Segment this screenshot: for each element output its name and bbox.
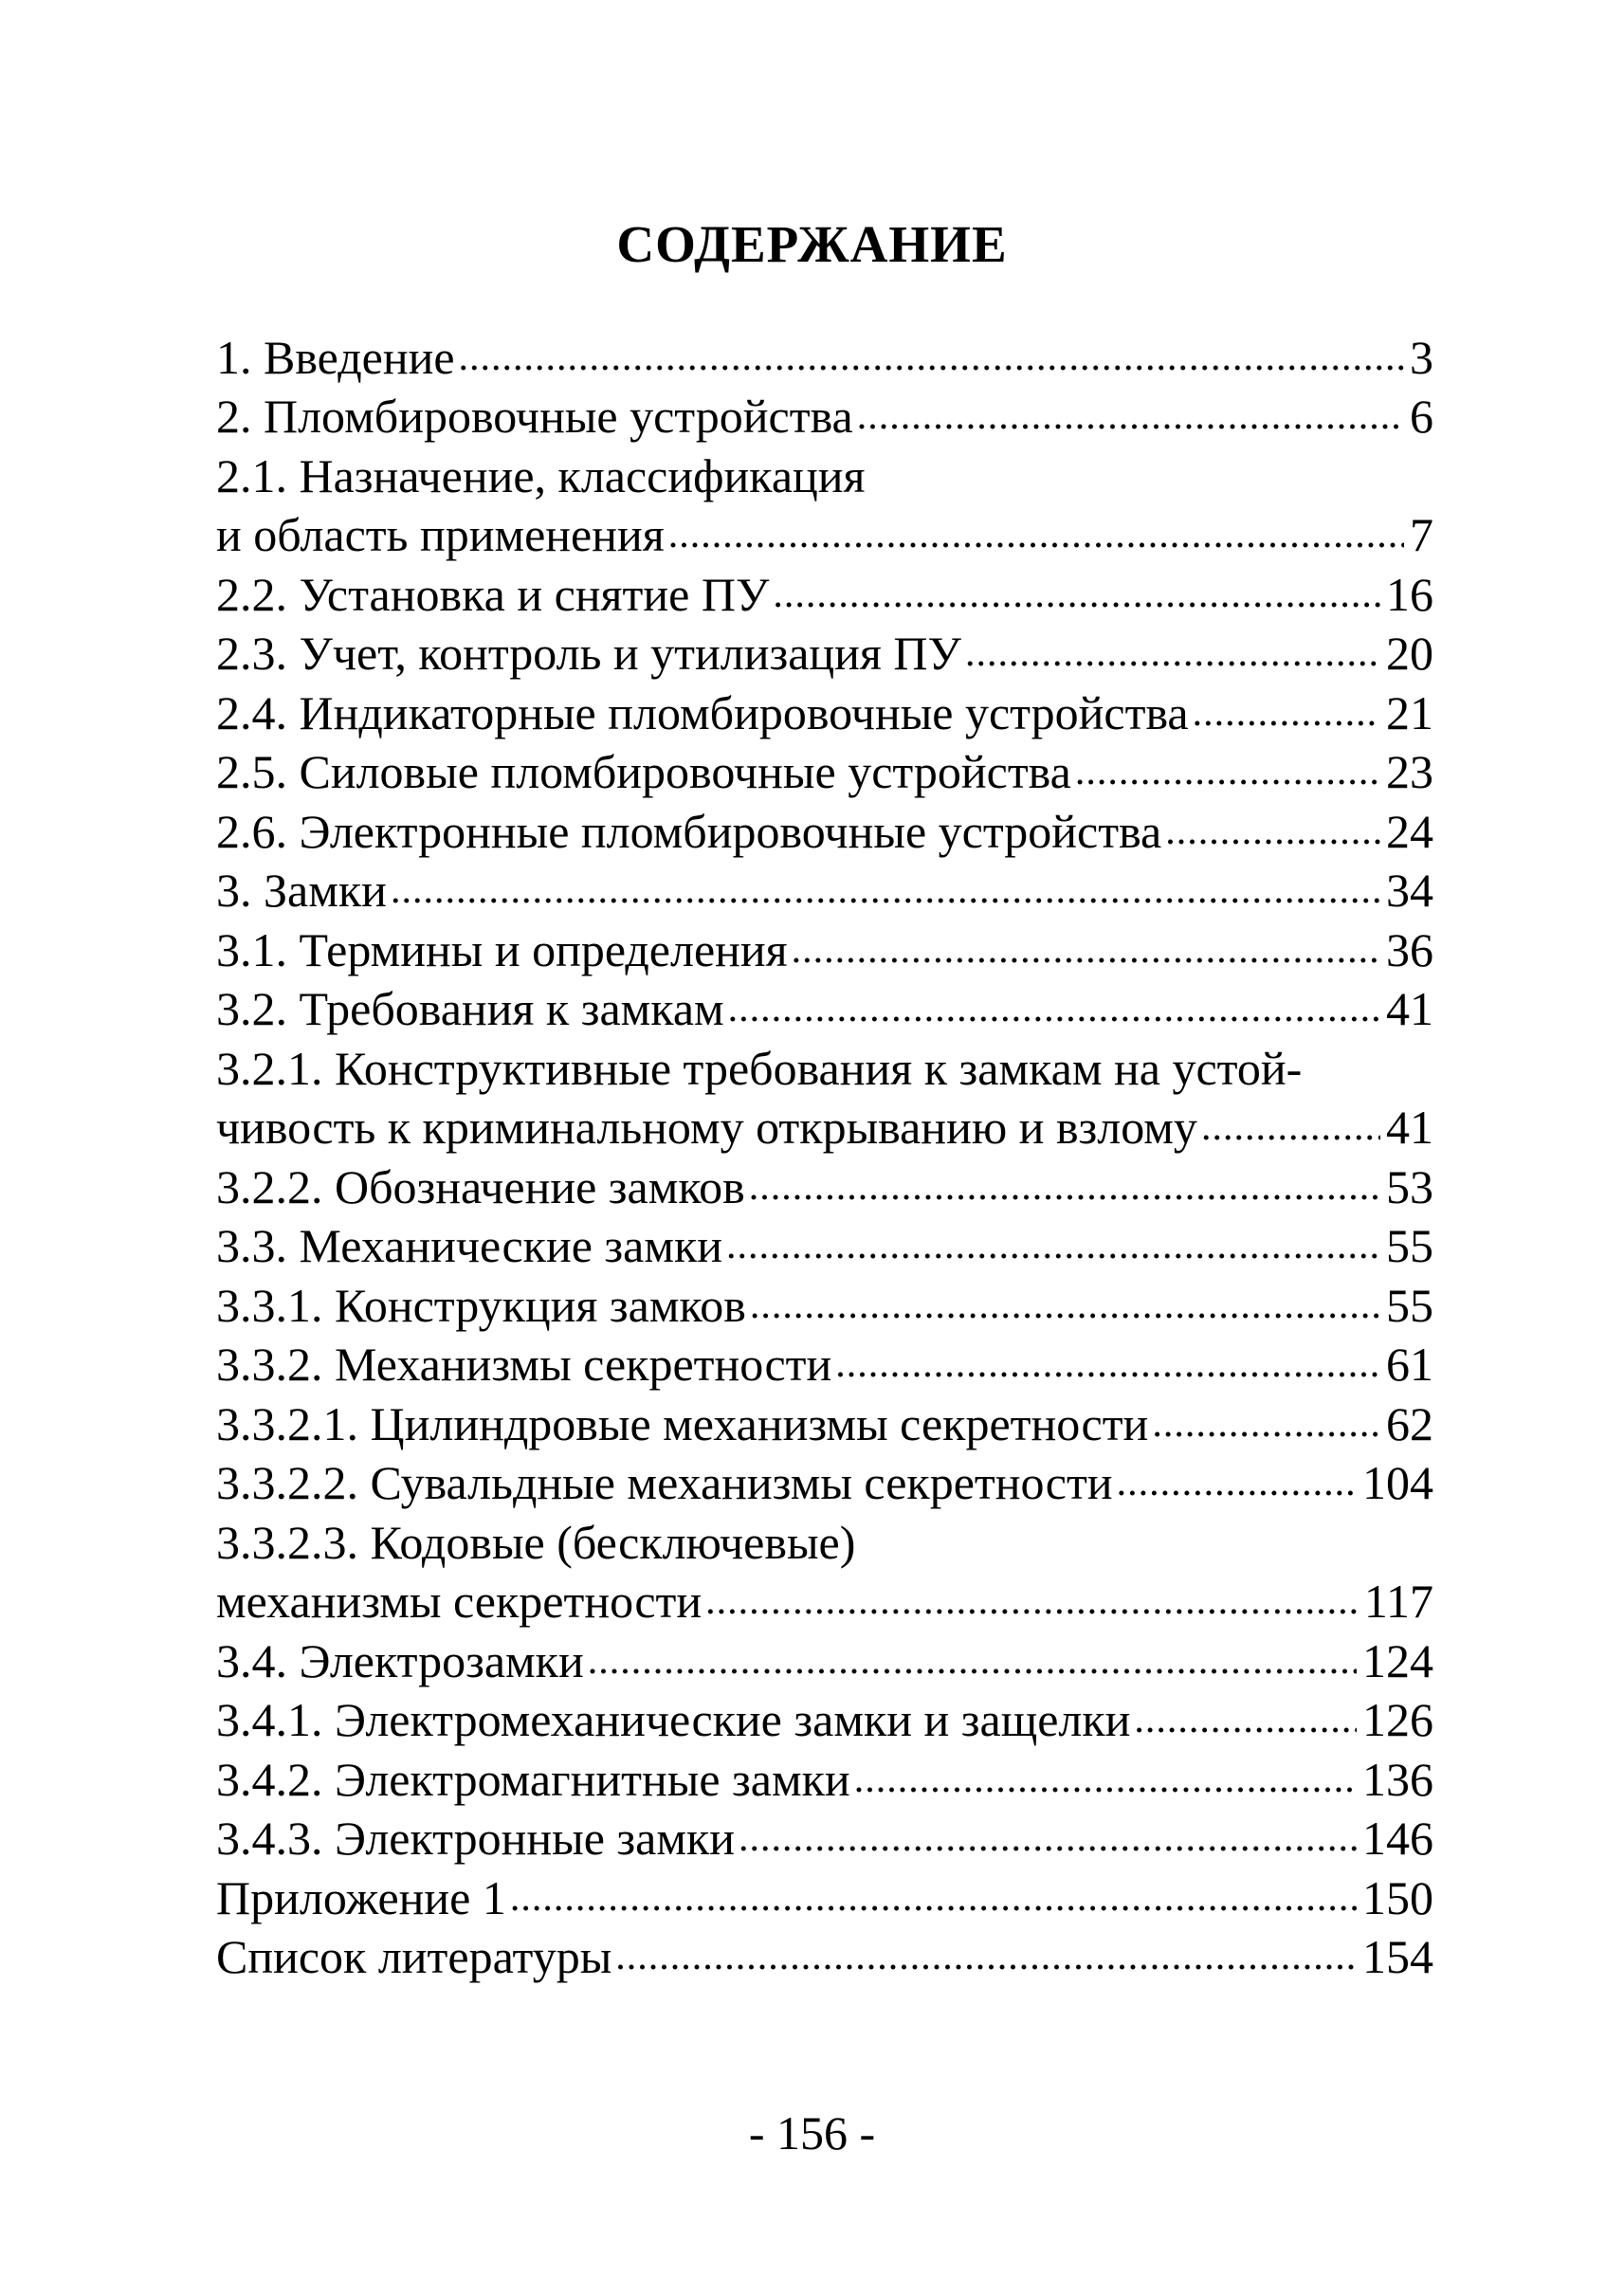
toc-entry-title: 3.3.2. Механизмы секретности: [216, 1338, 832, 1391]
toc-entry: [216, 624, 1433, 683]
toc-entry-page: 117: [1363, 1575, 1433, 1628]
toc-entry-page: 36: [1386, 922, 1433, 976]
toc-entry: [216, 1157, 1433, 1216]
toc-dot-leader: [1201, 1098, 1380, 1157]
toc-entry-page: 41: [1386, 1101, 1433, 1154]
toc-entry-title: 2.2. Установка и снятие ПУ: [216, 567, 770, 621]
toc-dot-leader: [510, 1868, 1357, 1927]
toc-dot-leader: [739, 1809, 1357, 1868]
toc-entry: [216, 1394, 1433, 1453]
toc-entry-title: 2.6. Электронные пломбировочные устройства: [216, 804, 1162, 858]
toc-entry: [216, 979, 1433, 1039]
toc-entry-page: 124: [1362, 1633, 1433, 1687]
toc-dot-leader: [749, 1157, 1380, 1216]
toc-entry-title: 1. Введение: [216, 330, 455, 384]
toc-dot-leader: [459, 328, 1404, 387]
toc-entry-page: 6: [1410, 390, 1433, 443]
toc-dot-leader: [588, 1631, 1357, 1690]
toc-dot-leader: [726, 1216, 1380, 1275]
toc-entry: [216, 1335, 1433, 1394]
toc-dot-leader: [705, 1572, 1359, 1631]
toc-entry-title: 3.4.3. Электронные замки: [216, 1812, 736, 1865]
toc-entry-page: 104: [1362, 1456, 1433, 1509]
toc-entry-page: 23: [1386, 745, 1433, 798]
toc-entry-page: 34: [1386, 864, 1433, 917]
toc-entry-title: 3.2. Требования к замкам: [216, 982, 724, 1035]
toc-entry-page: 62: [1386, 1396, 1433, 1450]
toc-dot-leader: [1193, 683, 1380, 742]
toc-entry-page: 20: [1386, 627, 1433, 680]
toc-entry-page: 24: [1386, 804, 1433, 858]
toc-entry: [216, 1631, 1433, 1690]
toc-entry: [216, 861, 1433, 920]
toc-entry: [216, 1809, 1433, 1868]
toc-entry-title: и область применения: [216, 508, 665, 561]
toc-entry-title: 3. Замки: [216, 864, 387, 917]
toc-entry-title: 3.4.1. Электромеханические замки и защелки: [216, 1693, 1131, 1746]
toc-dot-leader: [857, 387, 1404, 446]
toc-entry-title: 3.3.1. Конструкция замков: [216, 1278, 746, 1332]
toc-entry-title: 2.3. Учет, контроль и утилизация ПУ: [216, 627, 961, 680]
toc-dot-leader: [728, 979, 1380, 1038]
toc-dot-leader: [773, 565, 1380, 624]
toc-entry: [216, 1927, 1433, 1987]
toc-entry: [216, 1749, 1433, 1809]
toc-entry-title: 3.3.2.3. Кодовые (бесключевые): [216, 1515, 856, 1569]
toc-entry-title: 3.4. Электрозамки: [216, 1633, 584, 1687]
toc-entry: [216, 327, 1433, 387]
page-title: СОДЕРЖАНИЕ: [616, 215, 1008, 273]
toc-entry-title: 2.4. Индикаторные пломбировочные устройства: [216, 685, 1189, 739]
toc-entry-page: 146: [1362, 1812, 1433, 1865]
toc-entry-page: 126: [1362, 1693, 1433, 1746]
toc-entry-page: 21: [1386, 685, 1433, 739]
toc-entry: [216, 446, 1433, 505]
toc-entry-title: 3.4.2. Электромагнитные замки: [216, 1752, 850, 1806]
toc-entry: [216, 1216, 1433, 1276]
toc-entry-title: 3.3.2.2. Сувальдные механизмы секретности: [216, 1456, 1113, 1509]
toc-entry: [216, 387, 1433, 446]
toc-entry: [216, 1572, 1433, 1631]
toc-entry-page: 53: [1386, 1159, 1433, 1213]
toc-entry: [216, 1868, 1433, 1927]
table-of-contents: [216, 327, 1433, 1986]
toc-entry: [216, 564, 1433, 624]
toc-entry-title: 3.3.2.1. Цилиндровые механизмы секретности: [216, 1396, 1149, 1450]
toc-dot-leader: [668, 505, 1404, 564]
toc-entry-title: механизмы секретности: [216, 1575, 703, 1628]
toc-entry: [216, 683, 1433, 742]
toc-dot-leader: [1134, 1690, 1357, 1749]
toc-entry: [216, 920, 1433, 979]
toc-entry-title: Приложение 1: [216, 1870, 506, 1924]
toc-entry-page: 3: [1410, 330, 1433, 384]
toc-entry-title: 3.1. Термины и определения: [216, 922, 788, 976]
toc-entry-page: 150: [1362, 1870, 1433, 1924]
page-number: - 156 -: [748, 2106, 876, 2159]
toc-entry-page: 61: [1386, 1338, 1433, 1391]
toc-entry-title: 2.1. Назначение, классификация: [216, 448, 866, 502]
toc-dot-leader: [792, 920, 1380, 979]
toc-dot-leader: [391, 861, 1380, 920]
toc-entry-page: 16: [1386, 567, 1433, 621]
toc-entry-title: чивость к криминальному открыванию и взлому: [216, 1101, 1197, 1154]
toc-entry-page: 154: [1362, 1930, 1433, 1983]
toc-entry: [216, 1690, 1433, 1750]
toc-entry: [216, 1453, 1433, 1513]
toc-dot-leader: [750, 1276, 1380, 1335]
toc-dot-leader: [965, 624, 1380, 683]
toc-entry-title: 3.2.2. Обозначение замков: [216, 1159, 745, 1213]
toc-dot-leader: [854, 1750, 1357, 1809]
toc-dot-leader: [1152, 1394, 1380, 1453]
toc-dot-leader: [835, 1335, 1380, 1394]
toc-entry: [216, 1038, 1433, 1098]
toc-entry: [216, 801, 1433, 861]
toc-entry-title: 2.5. Силовые пломбировочные устройства: [216, 745, 1071, 798]
toc-dot-leader: [1117, 1453, 1357, 1512]
toc-entry-title: 3.3. Механические замки: [216, 1219, 723, 1272]
toc-entry: [216, 742, 1433, 802]
toc-entry: [216, 1275, 1433, 1335]
toc-entry-page: 41: [1386, 982, 1433, 1035]
toc-entry-title: 3.2.1. Конструктивные требования к замкам на устой-: [216, 1041, 1303, 1095]
toc-entry-title: 2. Пломбировочные устройства: [216, 390, 853, 443]
toc-entry: [216, 1098, 1433, 1157]
toc-entry-page: 136: [1362, 1752, 1433, 1806]
toc-dot-leader: [1165, 802, 1380, 861]
toc-dot-leader: [1075, 742, 1380, 801]
toc-entry-page: 7: [1410, 508, 1433, 561]
toc-entry-page: 55: [1386, 1278, 1433, 1332]
toc-entry: [216, 1512, 1433, 1572]
toc-dot-leader: [615, 1927, 1357, 1986]
toc-entry: [216, 505, 1433, 565]
toc-entry-page: 55: [1386, 1219, 1433, 1272]
toc-entry-title: Список литературы: [216, 1930, 612, 1983]
